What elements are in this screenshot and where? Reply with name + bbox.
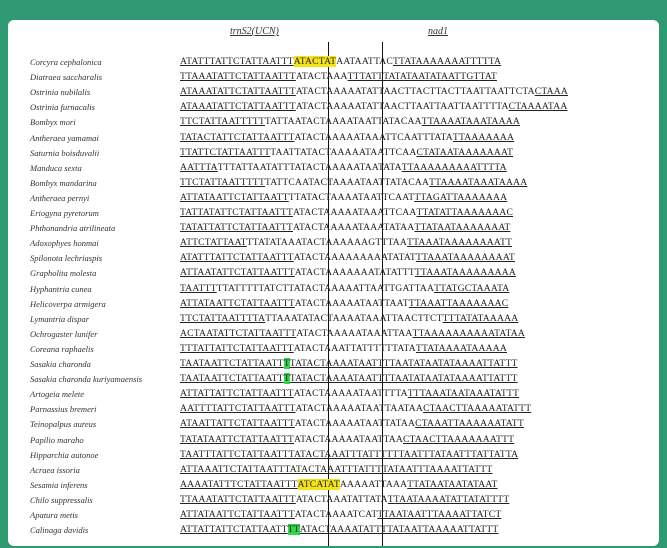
sequence-segment: TATTATATTCTATTAATTT (180, 207, 293, 218)
sequence-segment: TATACTATTCTATTAATTT (180, 131, 295, 143)
species-name: Eriogyna pyretorum (30, 208, 99, 218)
sequence-segment: TTAAAAAAAAAATATAA (412, 327, 526, 339)
sequence-segment: TTTATTTATATAATATAATTGTTAT (347, 71, 497, 83)
sequence-segment: AATTTTATTCTATTAATTT (180, 403, 296, 415)
species-name: Chilo suppressalis (30, 494, 93, 505)
sequence-segment: CTAAAATAA (508, 101, 568, 113)
species-name: Hipparchia autonoe (30, 449, 99, 460)
sequence (180, 418, 524, 429)
sequence-segment: CTAACTTAAAAATATTT (423, 403, 532, 415)
species-name: Helicoverpa armigera (30, 298, 106, 309)
sequence-segment: TTATAAAAAAATTTTTA (392, 56, 502, 67)
sequence (180, 313, 518, 324)
sequence (180, 147, 513, 158)
sequence (180, 71, 497, 82)
species-name: Adoxophyes honmai (30, 238, 99, 249)
sequence-segment: ATACTAAAAATATTAACTTACTTACTTAATTAATTCTA (295, 86, 535, 98)
sequence (180, 86, 568, 97)
sequence-segment: ATACTAAAAATAATTAAT (294, 297, 409, 309)
sequence-segment: TTTATTATTCTATTAATTT (180, 342, 294, 354)
header-trns2-label: trnS2(UCN) (230, 26, 279, 37)
sequence-segment: ATTAATATTCTATTAATTT (180, 267, 295, 279)
sequence-segment: TTAAATTAAAAAAAC (408, 297, 509, 309)
species-name: Ostrinia nubilalis (30, 87, 91, 98)
sequence (180, 162, 507, 173)
sequence (180, 464, 492, 475)
sequence-segment: ATTAAATTCTATTAATTTATACTAAATTTATTTTATAATTTAAAATTATTT (180, 463, 493, 475)
sequence (180, 524, 499, 535)
sequence-segment: TTTATTAATATTTATACTAAAAATAATATA (217, 161, 402, 173)
sequence-segment: ATACTAAAAAAATATATTT (294, 267, 415, 279)
species-name: Saturnia boisduvalii (30, 147, 100, 158)
species-name: Teinopalpus aureus (30, 419, 97, 430)
species-name: Hyphantria cunea (30, 283, 92, 294)
sequence (180, 132, 514, 143)
sequence-segment: AATTTA (180, 161, 218, 173)
sequence-segment: TATTCAATACTAAAATAATTATACAA (264, 176, 430, 188)
sequence-segment: TTAATAAAATATTATATTTT (387, 493, 510, 505)
species-name: Apatura metis (30, 510, 78, 520)
highlighted-segment: ATCATAT (297, 478, 340, 490)
sequence (180, 252, 515, 263)
sequence (180, 479, 498, 490)
header-nad1-label: nad1 (428, 26, 448, 37)
sequence-segment: TTATAATAATATAAT (407, 478, 498, 490)
sequence-segment: ATTATAATTCTATTAATTT (180, 509, 295, 520)
sequence-segment: ATACTAAAATATTTTATAATTAAAAATTATTT (299, 524, 499, 536)
species-name: Phthonandria atrilineata (30, 223, 116, 234)
species-name: Ochrogaster lunifer (30, 328, 98, 339)
sequence-segment: ATATTTATTCTATTAATTT (180, 252, 294, 264)
sequence-segment: AAAATATTTCTATTAATTT (180, 478, 298, 490)
sequence-segment: TTAAAAAAAAATTTTA (401, 161, 507, 173)
sequence-segment: ATTCTATTAAT (180, 237, 247, 249)
sequence-segment: AAAAATTAAA (339, 478, 408, 490)
sequence-segment: ATACTAAATTATTTTTTATA (293, 342, 416, 354)
sequence-segment: ATACTAAAAATAAATATAA (292, 222, 415, 234)
species-name: Spilonota lechriaspis (30, 253, 103, 264)
sequence-segment: ACTAATATTCTATTAATTT (180, 327, 297, 339)
sequence-segment: TTAAAATAAATAAAA (421, 116, 520, 128)
sequence-segment: TTTATATAAAAA (442, 312, 519, 324)
sequence-segment: TAATTTATTCTATTAATTTATACTAAATTTATTTTTTAATTTATAATTTATTATTA (180, 448, 519, 460)
sequence-segment: ATACTAAAAATAAATTCAATTTATA (294, 131, 453, 143)
sequence-segment: TATATAATTCTATTAATTT (180, 433, 294, 445)
sequence-segment: ATAAATATTCTATTAATTT (180, 101, 296, 113)
sequence-segment: ATACTAAATATTATA (295, 493, 388, 505)
sequence-segment: CTAAA (534, 86, 569, 98)
sequence (180, 56, 501, 67)
species-name: Corcyra cephalonica (30, 57, 102, 67)
sequence (180, 283, 509, 294)
sequence-segment: TTCTATTAATTTTA (180, 312, 266, 324)
species-name: Ostrinia furnacalis (30, 102, 95, 113)
alignment-row (8, 523, 661, 540)
alignment-panel (6, 18, 661, 548)
species-name: Antheraea yamamai (30, 132, 99, 143)
species-name: Acraea issoria (30, 464, 80, 475)
sequence-segment: TATACTAAAATAATTTTAATATAATATAAAATTATTT (289, 373, 518, 385)
highlighted-segment: ATACTAT (293, 56, 337, 67)
sequence-segment: ATACTAAAAATAATTAA (294, 433, 404, 445)
sequence-segment: TTTAAATAATAAATATTT (407, 388, 520, 400)
species-name: Antheraea pernyi (30, 192, 90, 203)
species-name: Calinaga davidis (30, 525, 89, 536)
sequence-segment: ATAATTATTCTATTAATTT (180, 418, 295, 430)
species-name: Grapholita molesta (30, 268, 97, 279)
sequence (180, 192, 507, 203)
species-name: Sasakia charonda (30, 359, 91, 369)
sequence-segment: TTATAATAAAAAAAT (414, 222, 511, 234)
sequence-segment: TTAAATATTCTATTAATTT (180, 493, 296, 505)
sequence-segment: TTATTTTTATCTTATACTAAAAATTAATTGATTAA (216, 282, 435, 294)
sequence-segment: CTAACTTAAAAAAATTT (403, 433, 515, 445)
sequence-segment: TTAAATAAAAAAAAA (414, 267, 516, 279)
sequence-segment: ATACTAAAAATAATTATAA (294, 418, 416, 430)
species-name: Papilio maraho (30, 434, 84, 445)
sequence-segment: TATTAATACTAAAATAATTATACAA (264, 116, 422, 128)
sequence-segment: TTATATAAATACTAAAAAAGTTTAA (246, 237, 408, 249)
sequence (180, 373, 518, 384)
species-name: Lymantria dispar (30, 313, 90, 324)
sequence-segment: TTAAAATAAATAAAA (429, 176, 528, 188)
sequence-segment: TTCTATTAATTTTT (180, 116, 265, 128)
sequence-segment: TAATAATTCTATTAATT (180, 373, 284, 385)
sequence-segment: TAATTT (180, 282, 217, 294)
highlighted-segment: TT (287, 524, 300, 536)
sequence-segment: TTATACTAAAATAATTCAAT (288, 191, 415, 203)
sequence-segment: TTAAATATACTAAAATAAATTAACTTCT (265, 312, 443, 324)
sequence-segment: TTAAATAAAAAAAATT (407, 237, 513, 249)
highlighted-segment: T (283, 373, 290, 385)
sequence-segment: TAATAATTCTATTAATT (180, 358, 284, 369)
sequence (180, 267, 516, 278)
sequence-segment: TTAAATAAAAAAAAT (415, 252, 515, 264)
sequence-segment: TTAATAATTTAAAATTATCT (377, 509, 502, 520)
sequence-segment: ATACTAAAAATAAATTAA (296, 327, 413, 339)
species-name: Bombyx mandarina (30, 177, 97, 188)
sequence-segment: ATACTAAAAATAAATTCAA (292, 207, 417, 218)
species-name: Artogeia melete (30, 389, 85, 400)
sequence-segment: TTAAAAAAA (452, 131, 515, 143)
sequence (180, 328, 525, 339)
sequence (180, 509, 501, 520)
species-name: Sasakia charonda kuriyamaensis (30, 374, 143, 385)
sequence-segment: TTCTATTAATTTTT (180, 176, 265, 188)
species-name: Coreana raphaelis (30, 343, 94, 354)
sequence (180, 101, 567, 112)
species-name: Bombyx mori (30, 117, 76, 128)
sequence (180, 237, 512, 248)
sequence (180, 177, 527, 188)
sequence-segment: TATACTAAAATAATTTTAATATAATATAAAATTATTT (289, 358, 518, 369)
sequence-segment: TTATAAAATAAAAA (415, 342, 507, 354)
sequence (180, 343, 507, 354)
sequence (180, 116, 520, 127)
sequence-segment: CTATAATAAAAAAAT (416, 146, 514, 158)
sequence-segment: AATAATTAC (336, 56, 393, 67)
sequence (180, 449, 518, 460)
sequence-segment: ATACTAAAATCAT (294, 509, 378, 520)
species-name: Manduca sexta (30, 162, 82, 173)
sequence-segment: ATACTAAAAATAATTAATAA (295, 403, 424, 415)
sequence-segment: TAATTATACTAAAAATAATTCAA (270, 146, 417, 158)
sequence-segment: ATTATAATTCTATTAATT (180, 191, 289, 203)
highlighted-segment: T (283, 358, 290, 369)
sequence-segment: ATTATTATTCTATTAATT (180, 524, 288, 536)
sequence-segment: CTAAATTAAAAAATATT (415, 418, 524, 430)
sequence-segment: ATTATAATTCTATTAATTT (180, 297, 295, 309)
sequence-segment: TTATATTAAAAAAAC (416, 207, 514, 218)
sequence-segment: TTAAATATTCTATTAATTT (180, 71, 296, 83)
species-name: Parnassius bremeri (30, 404, 97, 415)
species-name: Diatraea saccharalis (30, 72, 103, 83)
sequence (180, 298, 508, 309)
sequence (180, 358, 518, 369)
sequence-segment: ATACTAAA (295, 71, 348, 83)
sequence (180, 222, 511, 233)
species-name: Sesamia inferens (30, 479, 88, 490)
sequence (180, 207, 513, 218)
sequence-segment: TTAGATTAAAAAAA (414, 191, 508, 203)
sequence-segment: ATACTAAAAATAATTTTA (293, 388, 408, 400)
sequence (180, 403, 531, 414)
sequence-segment: TATATTATTCTATTAATTT (180, 222, 293, 234)
sequence-segment: ATATTTATTCTATTAATTT (180, 56, 294, 67)
sequence-segment: ATACTAAAAAAAAATATAT (293, 252, 416, 264)
sequence (180, 434, 514, 445)
sequence (180, 494, 509, 505)
sequence-segment: TTATGCTAAATA (434, 282, 510, 294)
sequence (180, 388, 519, 399)
sequence-segment: TTATTCTATTAATTT (180, 146, 271, 158)
sequence-segment: ATAAATATTCTATTAATTT (180, 86, 296, 98)
sequence-segment: ATACTAAAAATATTAACTTAATTAATTAATTTTA (295, 101, 509, 113)
sequence-segment: ATTATTATTCTATTAATTT (180, 388, 294, 400)
